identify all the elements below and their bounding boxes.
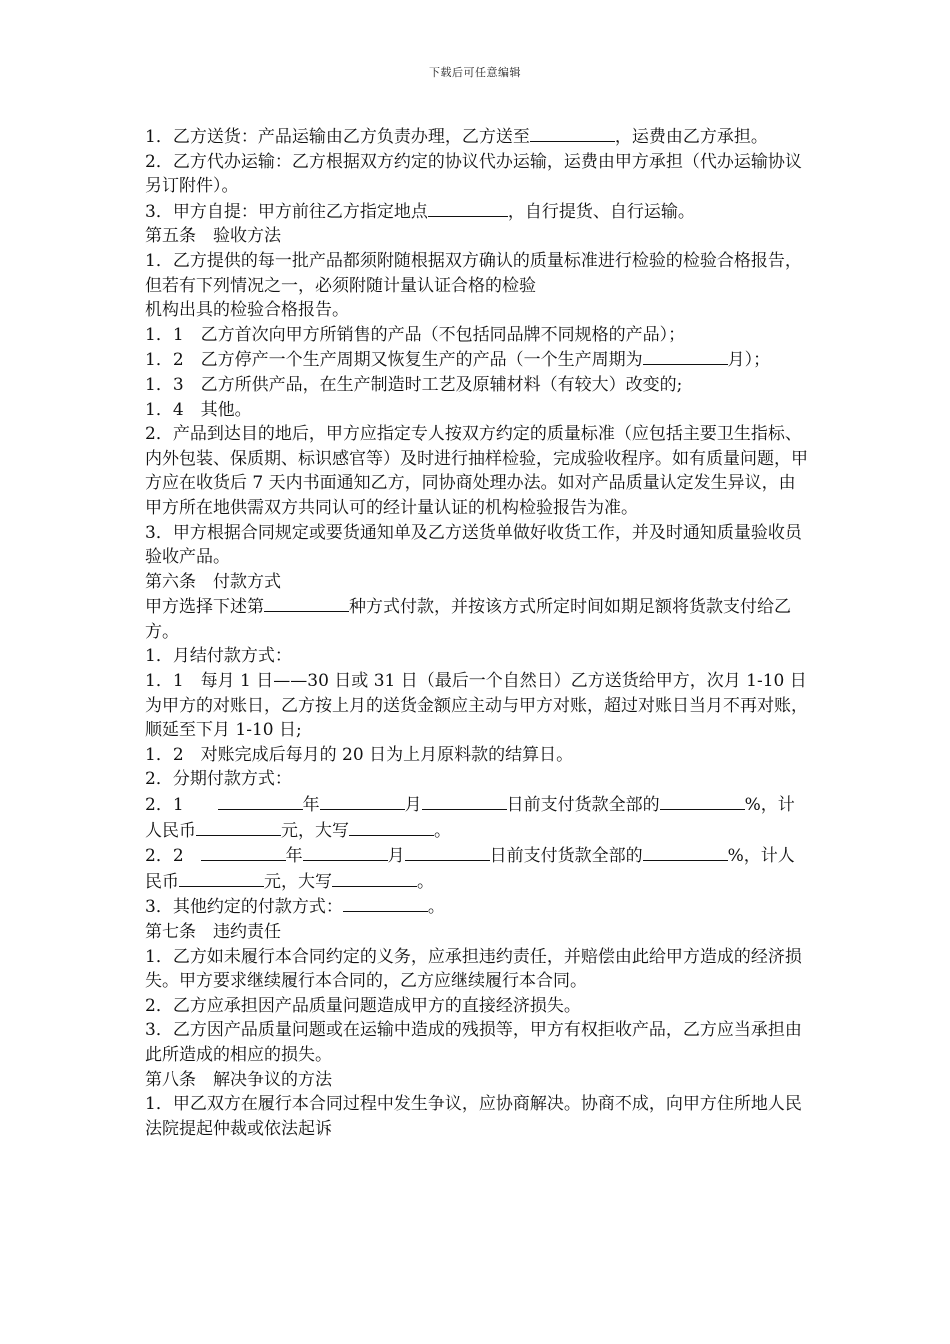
blank-field xyxy=(320,792,405,810)
section-heading: 第八条 解决争议的方法 xyxy=(145,1069,332,1090)
blank-field xyxy=(428,199,508,217)
blank-field xyxy=(660,792,745,810)
paragraph: 2．乙方应承担因产品质量问题造成甲方的直接经济损失。 xyxy=(145,995,581,1016)
paragraph: 2．产品到达目的地后，甲方应指定专人按双方约定的质量标准（应包括主要卫生指标、内外包装、保质期、标识感官等）及时进行抽样检验，完成验收程序。如有质量问题，甲方应在收货后 7 天内书面通知乙方，同协商处理办法。如对产品质量认定发生异议，由甲方所在地供需双方共同认可的经计量认证的机构检验报告为准。 xyxy=(145,424,808,518)
blank-field xyxy=(201,843,286,861)
blank-field xyxy=(343,894,428,912)
installment-line: 2．2 年 月 日前支付货款全部的 %，计人民币 元，大写 。 xyxy=(145,843,810,894)
blank-field xyxy=(643,347,728,365)
paragraph: 1．乙方送货：产品运输由乙方负责办理，乙方送至 ，运费由乙方承担。 xyxy=(145,124,810,150)
paragraph: 2．分期付款方式： xyxy=(145,769,292,790)
paragraph: 2．乙方代办运输：乙方根据双方约定的协议代办运输，运费由甲方承担（代办运输协议另订附件）。 xyxy=(145,151,802,197)
page-header: 下载后可任意编辑 xyxy=(429,66,521,79)
section-heading: 第五条 验收方法 xyxy=(145,226,281,247)
paragraph: 3．甲方自提：甲方前往乙方指定地点 ，自行提货、自行运输。 xyxy=(145,199,810,225)
blank-field xyxy=(422,792,507,810)
blank-field xyxy=(332,869,417,887)
paragraph: 1．1 乙方首次向甲方所销售的产品（不包括同品牌不同规格的产品）； xyxy=(145,324,686,345)
blank-field xyxy=(196,818,281,836)
paragraph: 1．甲乙双方在履行本合同过程中发生争议，应协商解决。协商不成，向甲方住所地人民法院提起仲裁或依法起诉 xyxy=(145,1094,802,1139)
paragraph: 3．乙方因产品质量问题或在运输中造成的残损等，甲方有权拒收产品，乙方应当承担由此所造成的相应的损失。 xyxy=(145,1020,802,1065)
paragraph: 3．其他约定的付款方式： 。 xyxy=(145,894,810,920)
blank-field xyxy=(349,818,434,836)
document-body xyxy=(145,124,810,1141)
paragraph: 1．4 其他。 xyxy=(145,399,252,420)
paragraph: 1．月结付款方式： xyxy=(145,646,292,667)
blank-field xyxy=(264,594,349,612)
paragraph: 1．3 乙方所供产品，在生产制造时工艺及原辅材料（有较大）改变的; xyxy=(145,374,683,395)
paragraph: 1．2 乙方停产一个生产周期又恢复生产的产品（一个生产周期为 月）； xyxy=(145,347,810,373)
paragraph: 1．乙方如未履行本合同约定的义务，应承担违约责任，并赔偿由此给甲方造成的经济损失。甲方要求继续履行本合同的，乙方应继续履行本合同。 xyxy=(145,946,802,992)
blank-field xyxy=(303,843,388,861)
paragraph: 1．1 每月 1 日——30 日或 31 日（最后一个自然日）乙方送货给甲方，次月 1-10 日为甲方的对账日，乙方按上月的送货金额应主动与甲方对账，超过对账日当月不再对账，顺延至下月 1-10 日; xyxy=(145,671,808,741)
paragraph: 1．乙方提供的每一批产品都须附随根据双方确认的质量标准进行检验的检验合格报告，但若有下列情况之一，必须附随计量认证合格的检验 xyxy=(145,250,802,296)
blank-field xyxy=(179,869,264,887)
paragraph: 1．2 对账完成后每月的 20 日为上月原料款的结算日。 xyxy=(145,744,574,765)
paragraph: 3．甲方根据合同规定或要货通知单及乙方送货单做好收货工作，并及时通知质量验收员验收产品。 xyxy=(145,522,802,568)
paragraph: 甲方选择下述第 种方式付款，并按该方式所定时间如期足额将货款支付给乙方。 xyxy=(145,594,810,644)
section-heading: 第七条 违约责任 xyxy=(145,922,281,942)
blank-field xyxy=(218,792,303,810)
installment-line: 2．1 年 月 日前支付货款全部的 %，计人民币 元，大写 。 xyxy=(145,792,810,843)
blank-field xyxy=(530,124,615,142)
paragraph: 机构出具的检验合格报告。 xyxy=(145,300,349,321)
blank-field xyxy=(643,843,728,861)
section-heading: 第六条 付款方式 xyxy=(145,571,281,592)
blank-field xyxy=(405,843,490,861)
